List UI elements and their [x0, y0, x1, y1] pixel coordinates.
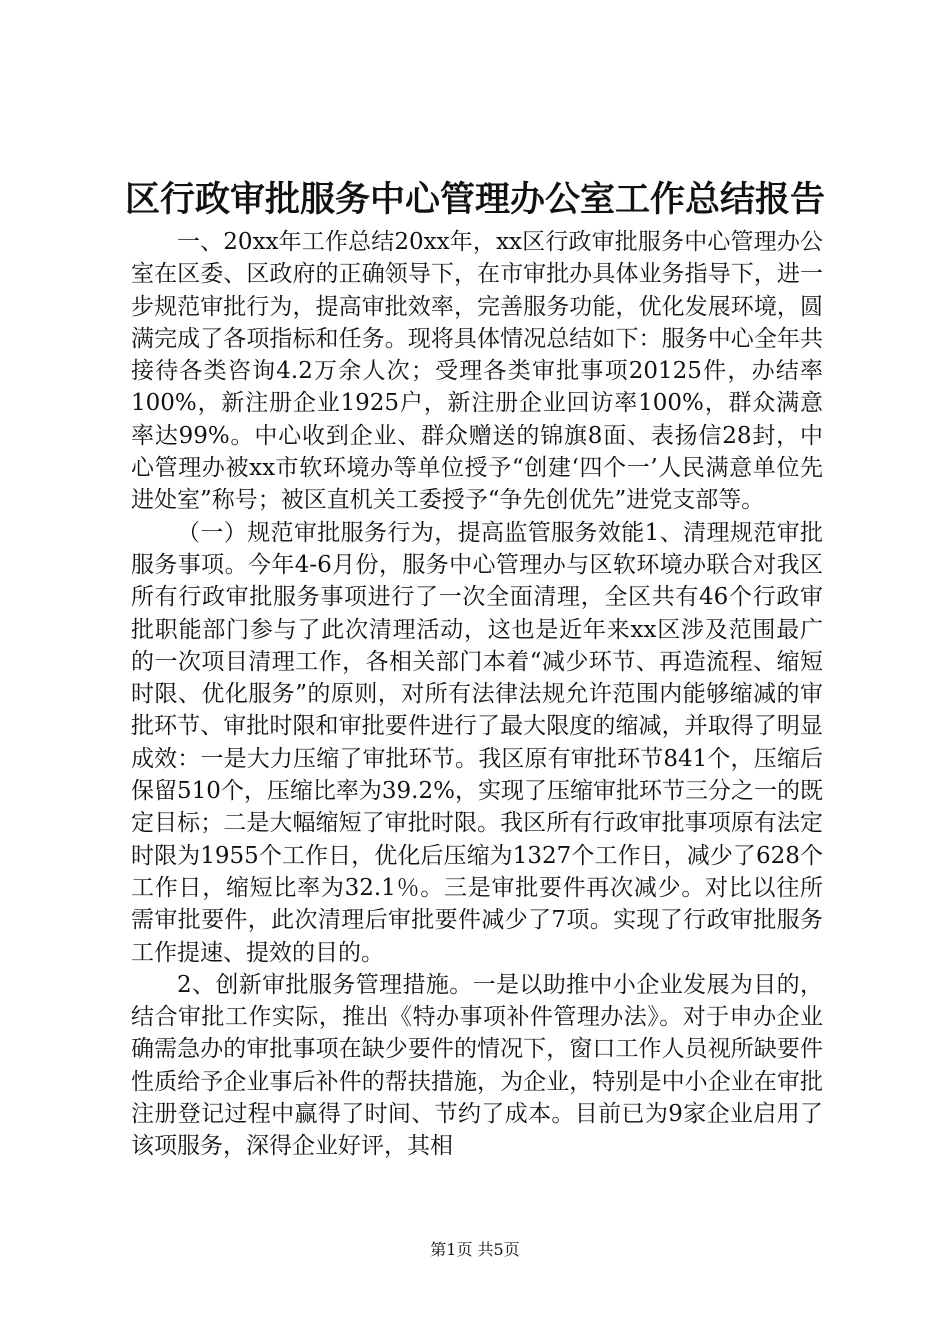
document-title: 区行政审批服务中心管理办公室工作总结报告: [124, 180, 825, 220]
paragraph-item-two: 2、创新审批服务管理措施。一是以助推中小企业发展为目的，结合审批工作实际，推出《特办事项补件管理办法》。对于申办企业确需急办的审批事项在缺少要件的情况下，窗口工作人员视所缺要件性质给予企业事后补件的帮扶措施，为企业，特别是中小企业在审批注册登记过程中赢得了时间、节约了成本。目前已为9家企业启用了该项服务，深得企业好评，其相: [131, 971, 823, 1160]
paragraph-summary: 一、20xx年工作总结20xx年，xx区行政审批服务中心管理办公室在区委、区政府的正确领导下，在市审批办具体业务指导下，进一步规范审批行为，提高审批效率，完善服务功能，优化发展环境，圆满完成了各项指标和任务。现将具体情况总结如下：服务中心全年共接待各类咨询4.2万余人次；受理各类审批事项20125件，办结率100%，新注册企业1925户，新注册企业回访率100%，群众满意率达99%。中心收到企业、群众赠送的锦旗8面、表扬信28封，中心管理办被xx市软环境办等单位授予“创建‘四个一’人民满意单位先进处室”称号；被区直机关工委授予“争先创优先”进党支部等。: [131, 229, 823, 514]
paragraph-section-one: （一）规范审批服务行为，提高监管服务效能1、清理规范审批服务事项。今年4-6月份，服务中心管理办与区软环境办联合对我区所有行政审批服务事项进行了一次全面清理，全区共有46个行政审批职能部门参与了此次清理活动，这也是近年来xx区涉及范围最广的一次项目清理工作，各相关部门本着“减少环节、再造流程、缩短时限、优化服务”的原则，对所有法律法规允许范围内能够缩减的审批环节、审批时限和审批要件进行了最大限度的缩减，并取得了明显成效：一是大力压缩了审批环节。我区原有审批环节841个，压缩后保留510个，压缩比率为39.2%，实现了压缩审批环节三分之一的既定目标；二是大幅缩短了审批时限。我区所有行政审批事项原有法定时限为1955个工作日，优化后压缩为1327个工作日，减少了628个工作日，缩短比率为32.1％。三是审批要件再次减少。对比以往所需审批要件，此次清理后审批要件减少了7项。实现了行政审批服务工作提速、提效的目的。: [131, 519, 823, 966]
page-number-footer: 第1页 共5页: [430, 1240, 520, 1259]
document-body: [131, 226, 823, 1163]
